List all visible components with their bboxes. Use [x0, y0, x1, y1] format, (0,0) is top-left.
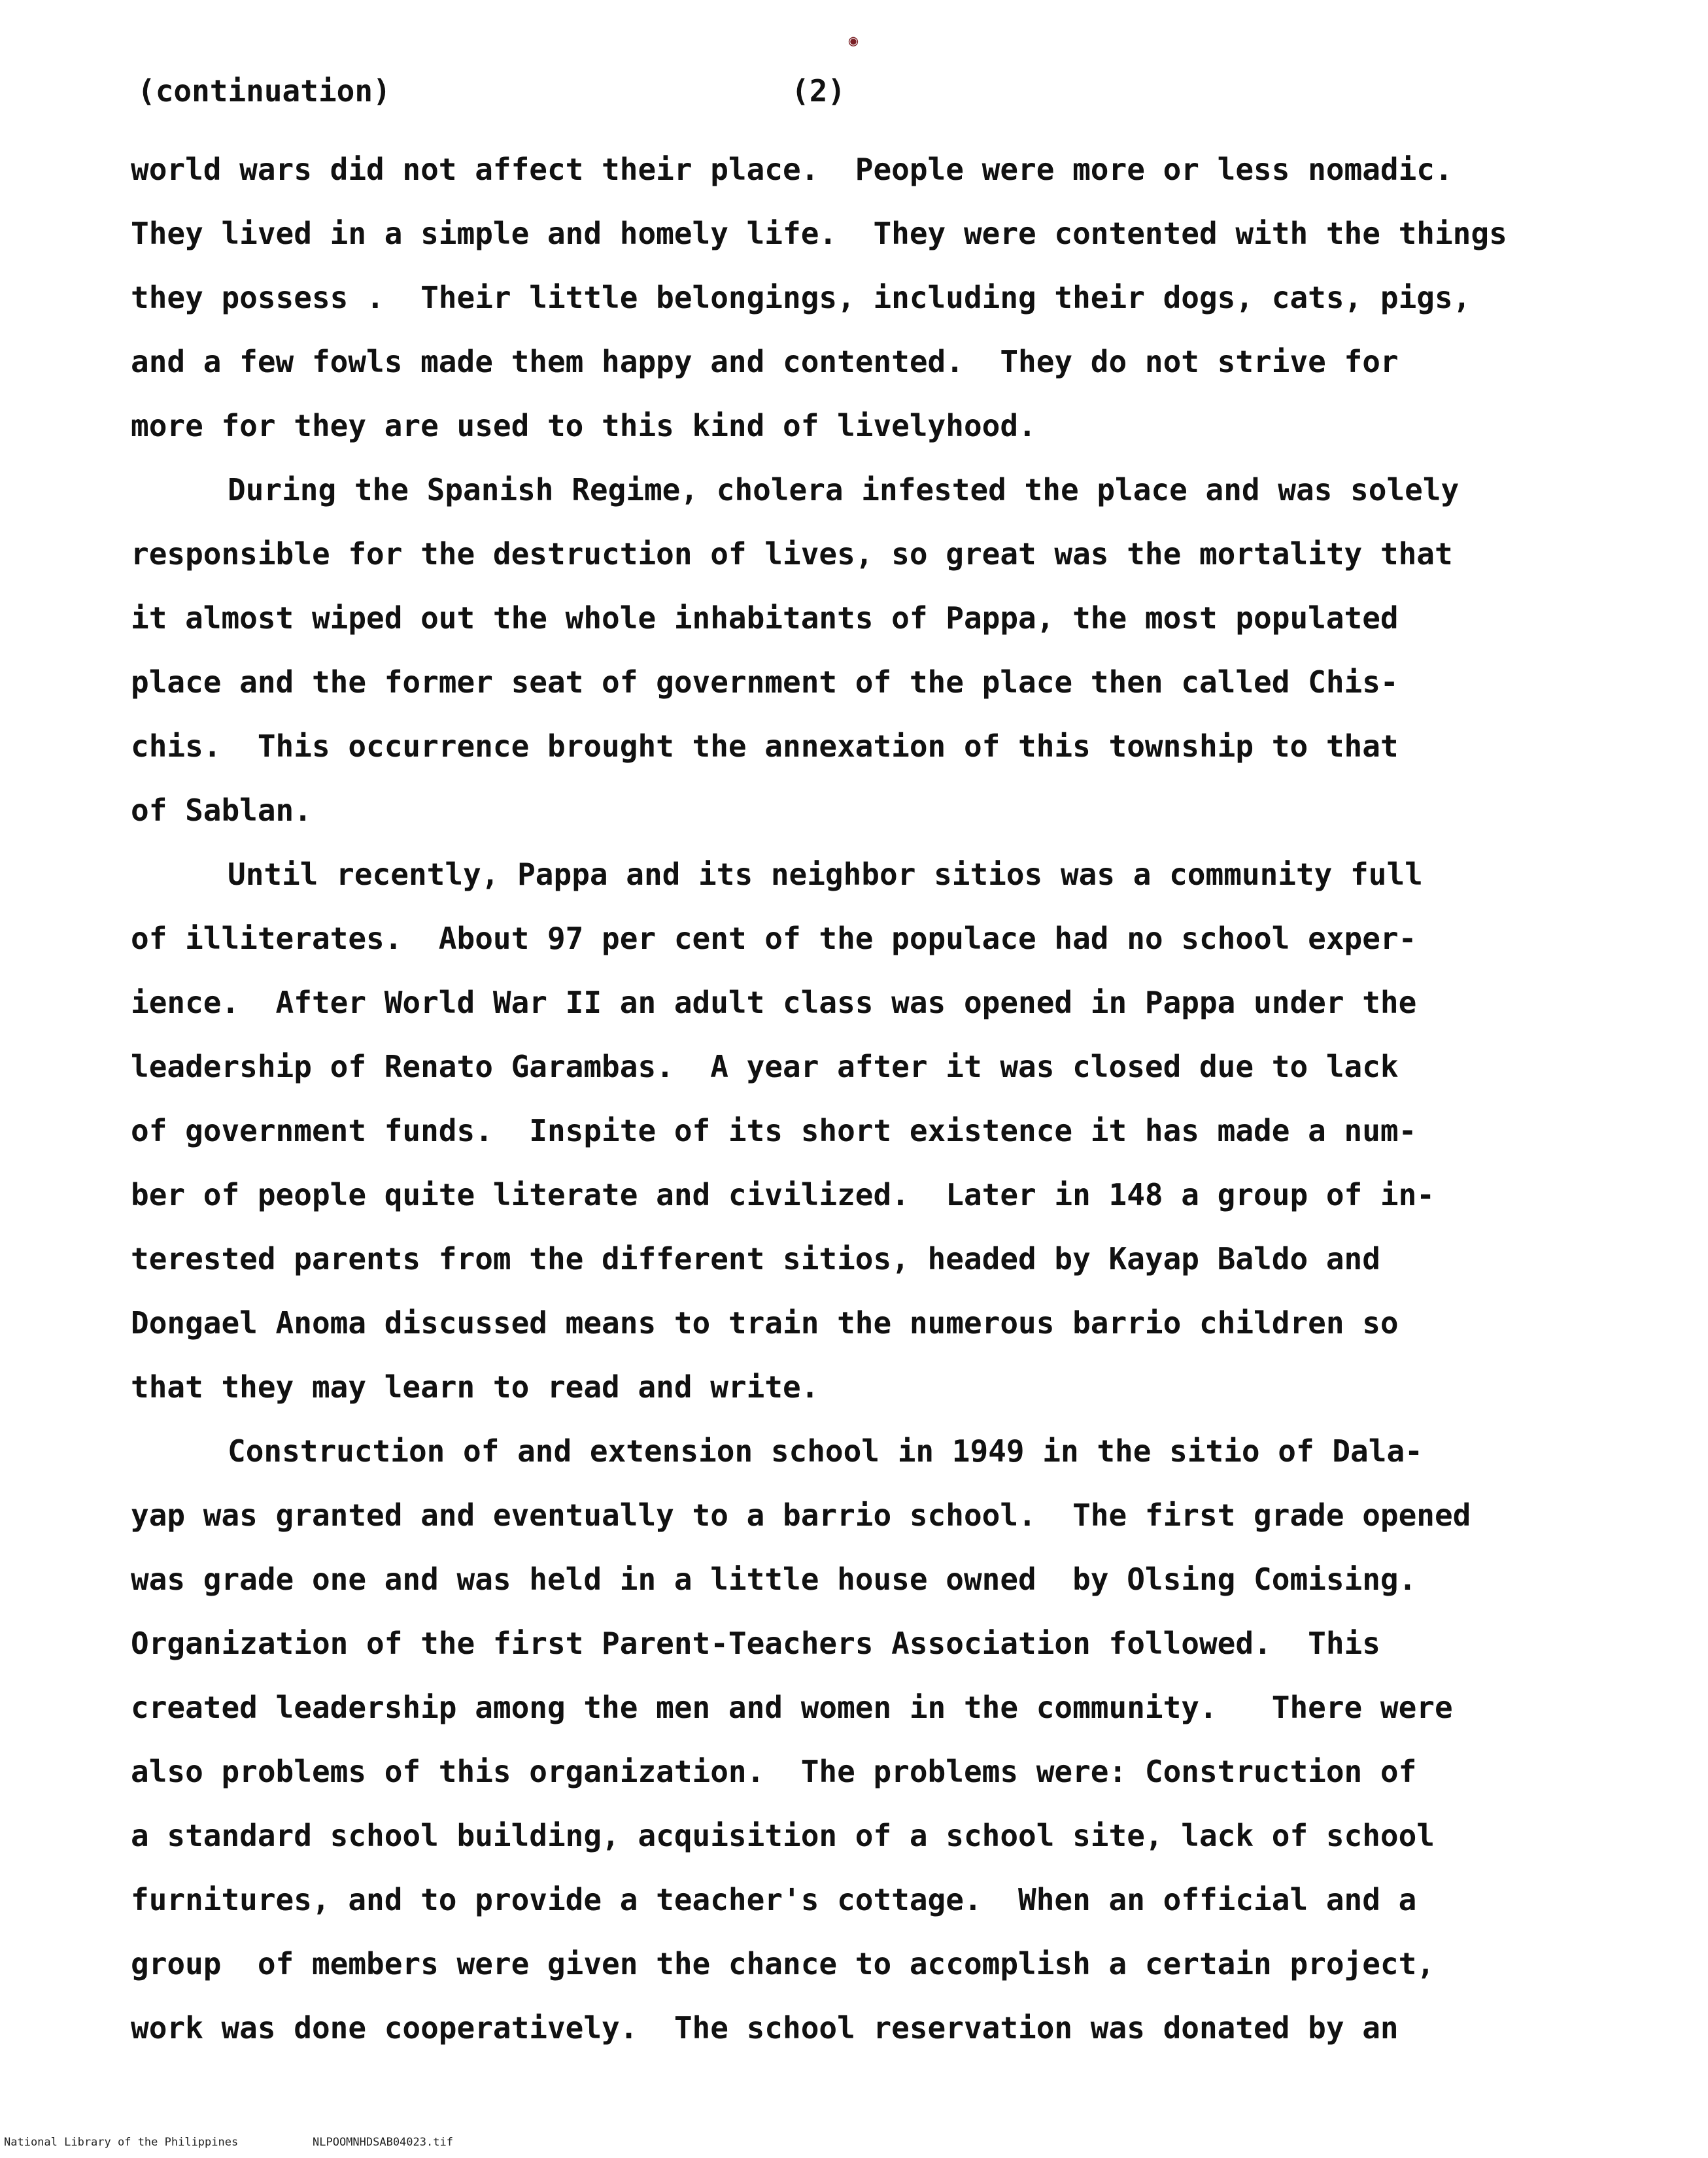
text-line: Construction of and extension school in 1949 in the sitio of Dala-	[228, 1433, 1423, 1469]
text-line: work was done cooperatively. The school reservation was donated by an	[131, 2010, 1399, 2046]
text-line: of illiterates. About 97 per cent of the populace had no school exper-	[131, 921, 1417, 956]
text-line: of Sablan.	[131, 793, 312, 828]
text-line: ience. After World War II an adult class was opened in Pappa under the	[131, 985, 1417, 1020]
text-line: they possess . Their little belongings, including their dogs, cats, pigs,	[131, 280, 1471, 315]
text-line: yap was granted and eventually to a barrio school. The first grade opened	[131, 1498, 1471, 1533]
text-line: world wars did not affect their place. People were more or less nomadic.	[131, 152, 1453, 187]
text-line: it almost wiped out the whole inhabitants of Pappa, the most populated	[131, 600, 1399, 636]
text-line: created leadership among the men and women in the community. There were	[131, 1690, 1453, 1725]
text-line: Dongael Anoma discussed means to train the numerous barrio children so	[131, 1305, 1399, 1341]
text-line: They lived in a simple and homely life. They were contented with the things	[131, 216, 1507, 251]
text-line: leadership of Renato Garambas. A year after it was closed due to lack	[131, 1049, 1399, 1084]
text-line: furnitures, and to provide a teacher's cottage. When an official and a	[131, 1882, 1417, 1917]
text-line: more for they are used to this kind of livelyhood.	[131, 408, 1036, 443]
page-number: (2)	[791, 73, 846, 109]
text-line: chis. This occurrence brought the annexation of this township to that	[131, 728, 1399, 764]
library-stamp-icon: ◉	[848, 31, 859, 50]
text-line: ber of people quite literate and civilized. Later in 148 a group of in-	[131, 1177, 1435, 1212]
footer-filename: NLPOOMNHDSAB04023.tif	[313, 2136, 453, 2149]
text-line: group of members were given the chance to accomplish a certain project,	[131, 1946, 1435, 1981]
text-line: Until recently, Pappa and its neighbor sitios was a community full	[228, 857, 1423, 892]
text-line: and a few fowls made them happy and contented. They do not strive for	[131, 344, 1399, 379]
text-line: place and the former seat of government of the place then called Chis-	[131, 664, 1399, 700]
text-line: terested parents from the different sitios, headed by Kayap Baldo and	[131, 1241, 1380, 1276]
document-body	[131, 137, 1596, 2060]
text-line: a standard school building, acquisition of a school site, lack of school	[131, 1818, 1435, 1853]
text-line: that they may learn to read and write.	[131, 1369, 819, 1405]
text-line: During the Spanish Regime, cholera infested the place and was solely	[228, 472, 1460, 507]
footer-source: National Library of the Philippines	[4, 2136, 239, 2149]
text-line: also problems of this organization. The problems were: Construction of	[131, 1754, 1417, 1789]
text-line: of government funds. Inspite of its short existence it has made a num-	[131, 1113, 1417, 1148]
text-line: Organization of the first Parent-Teachers Association followed. This	[131, 1626, 1380, 1661]
text-line: responsible for the destruction of lives, so great was the mortality that	[131, 536, 1453, 572]
continuation-label: (continuation)	[137, 73, 391, 109]
text-line: was grade one and was held in a little house owned by Olsing Comising.	[131, 1562, 1417, 1597]
